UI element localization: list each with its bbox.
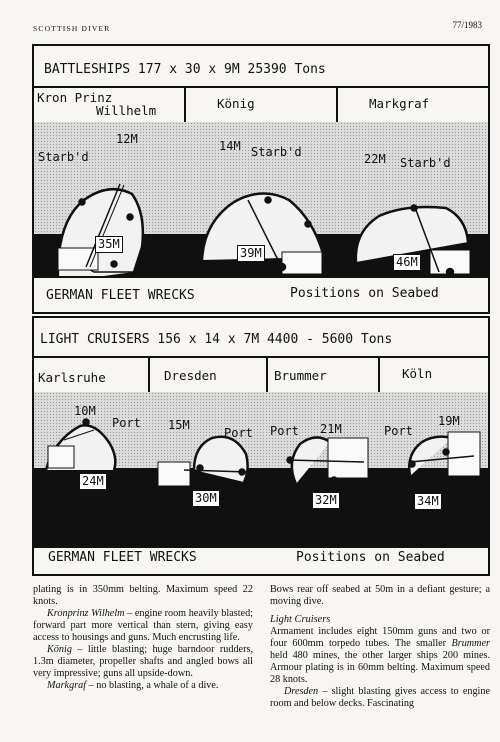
dresden-bottom-depth: 30M	[192, 490, 220, 507]
wreck-brummer	[288, 437, 369, 484]
kronprinz-side-label: Starb'd	[38, 150, 89, 164]
kronprinz-top-depth: 12M	[116, 132, 138, 146]
paragraph	[33, 644, 253, 680]
ship-name: Dresden	[284, 686, 319, 697]
paragraph-text: – no blasting, a whale of a dive.	[86, 680, 219, 691]
battleships-title: BATTLESHIPS 177 x 30 x 9M 25390 Tons	[44, 62, 326, 77]
paragraph-text: – slight blasting gives access to engine room and below decks. Fascinating	[270, 686, 490, 709]
paragraph: plating is in 350mm belting. Maximum speed 22 knots.	[33, 584, 253, 607]
panel2-footer-right: Positions on Seabed	[296, 550, 445, 565]
paragraph	[33, 680, 253, 692]
light-cruisers-panel	[32, 316, 490, 576]
paragraph	[270, 686, 490, 710]
ship-name: Kronprinz Wilhelm	[47, 608, 125, 619]
cruiser-wreck-drawings	[34, 392, 488, 548]
markgraf-top-depth: 22M	[364, 152, 386, 166]
koln-side-label: Port	[384, 424, 413, 438]
wreck-konig	[202, 193, 324, 276]
panel1-footer-right: Positions on Seabed	[290, 286, 439, 301]
panel2-footer-divider	[34, 546, 488, 548]
konig-bottom-depth: 39M	[237, 245, 265, 262]
paragraph-text: – engine room heavily blasted; forward part more vertical than stern, giving easy access to housings and guns. Much encrusting life.	[33, 608, 253, 643]
markgraf-bottom-depth: 46M	[393, 254, 421, 271]
brummer-top-depth: 21M	[320, 422, 342, 436]
light-cruisers-title: LIGHT CRUISERS 156 x 14 x 7M 4400 - 5600 Tons	[40, 332, 393, 347]
paragraph-text: Armament includes eight 150mm guns and two or four 600mm torpedo tubes. The smaller	[270, 626, 490, 649]
subheading: Light Cruisers	[270, 614, 331, 625]
panel1-footer-left: GERMAN FLEET WRECKS	[46, 288, 195, 303]
koln-bottom-depth: 34M	[414, 493, 442, 510]
paragraph	[270, 626, 490, 686]
wreck-kronprinz	[56, 184, 143, 276]
panel1-row-divider	[34, 86, 488, 88]
ship-name-kronprinz: Kron Prinz	[37, 90, 113, 105]
ship-name-markgraf: Markgraf	[369, 96, 430, 111]
kronprinz-bottom-depth: 35M	[95, 236, 123, 253]
panel1-footer-divider	[34, 276, 488, 278]
ship-name-dresden: Dresden	[164, 368, 217, 383]
brummer-side-label: Port	[270, 424, 299, 438]
issue-number: 77/1983	[452, 20, 482, 30]
ship-name: König	[47, 644, 72, 655]
ship-name-koln: Köln	[402, 366, 433, 381]
dresden-top-depth: 15M	[168, 418, 190, 432]
karlsruhe-bottom-depth: 24M	[79, 473, 107, 490]
ship-name-karlsruhe: Karlsruhe	[38, 370, 106, 385]
konig-side-label: Starb'd	[251, 145, 302, 159]
wreck-dresden	[158, 437, 248, 486]
panel2-footer-left: GERMAN FLEET WRECKS	[48, 550, 197, 565]
paragraph	[33, 608, 253, 644]
ship-name-brummer: Brummer	[274, 368, 327, 383]
koln-top-depth: 19M	[438, 414, 460, 428]
ship-name-konig: König	[217, 96, 255, 111]
markgraf-side-label: Starb'd	[400, 156, 451, 170]
paragraph-text: held 480 mines, the other larger ships 200 mines. Armour plating is in 60mm belting. Maximum speed 28 knots.	[270, 650, 490, 685]
konig-top-depth: 14M	[219, 139, 241, 153]
magazine-name: SCOTTISH DIVER	[33, 24, 111, 33]
battleships-panel	[32, 44, 490, 314]
wreck-koln	[409, 432, 480, 476]
paragraph: Bows rear off seabed at 50m in a defiant gesture; a moving dive.	[270, 584, 490, 607]
panel2-row-divider	[34, 356, 488, 358]
wreck-karlsruhe	[46, 420, 115, 471]
karlsruhe-side-label: Port	[112, 416, 141, 430]
ship-name: Markgraf	[47, 680, 87, 691]
paragraph-text: – little blasting; huge barndoor rudders, 1.3m diameter, propeller shafts and angled bows all very impressive; guns all upside-down.	[33, 644, 253, 679]
brummer-bottom-depth: 32M	[312, 492, 340, 509]
ship-name-kronprinz-line2: Willhelm	[96, 103, 157, 118]
text-column-right	[270, 584, 490, 710]
karlsruhe-top-depth: 10M	[74, 404, 96, 418]
ship-name: Brummer	[451, 638, 490, 649]
dresden-side-label: Port	[224, 426, 253, 440]
text-column-left	[33, 584, 253, 692]
